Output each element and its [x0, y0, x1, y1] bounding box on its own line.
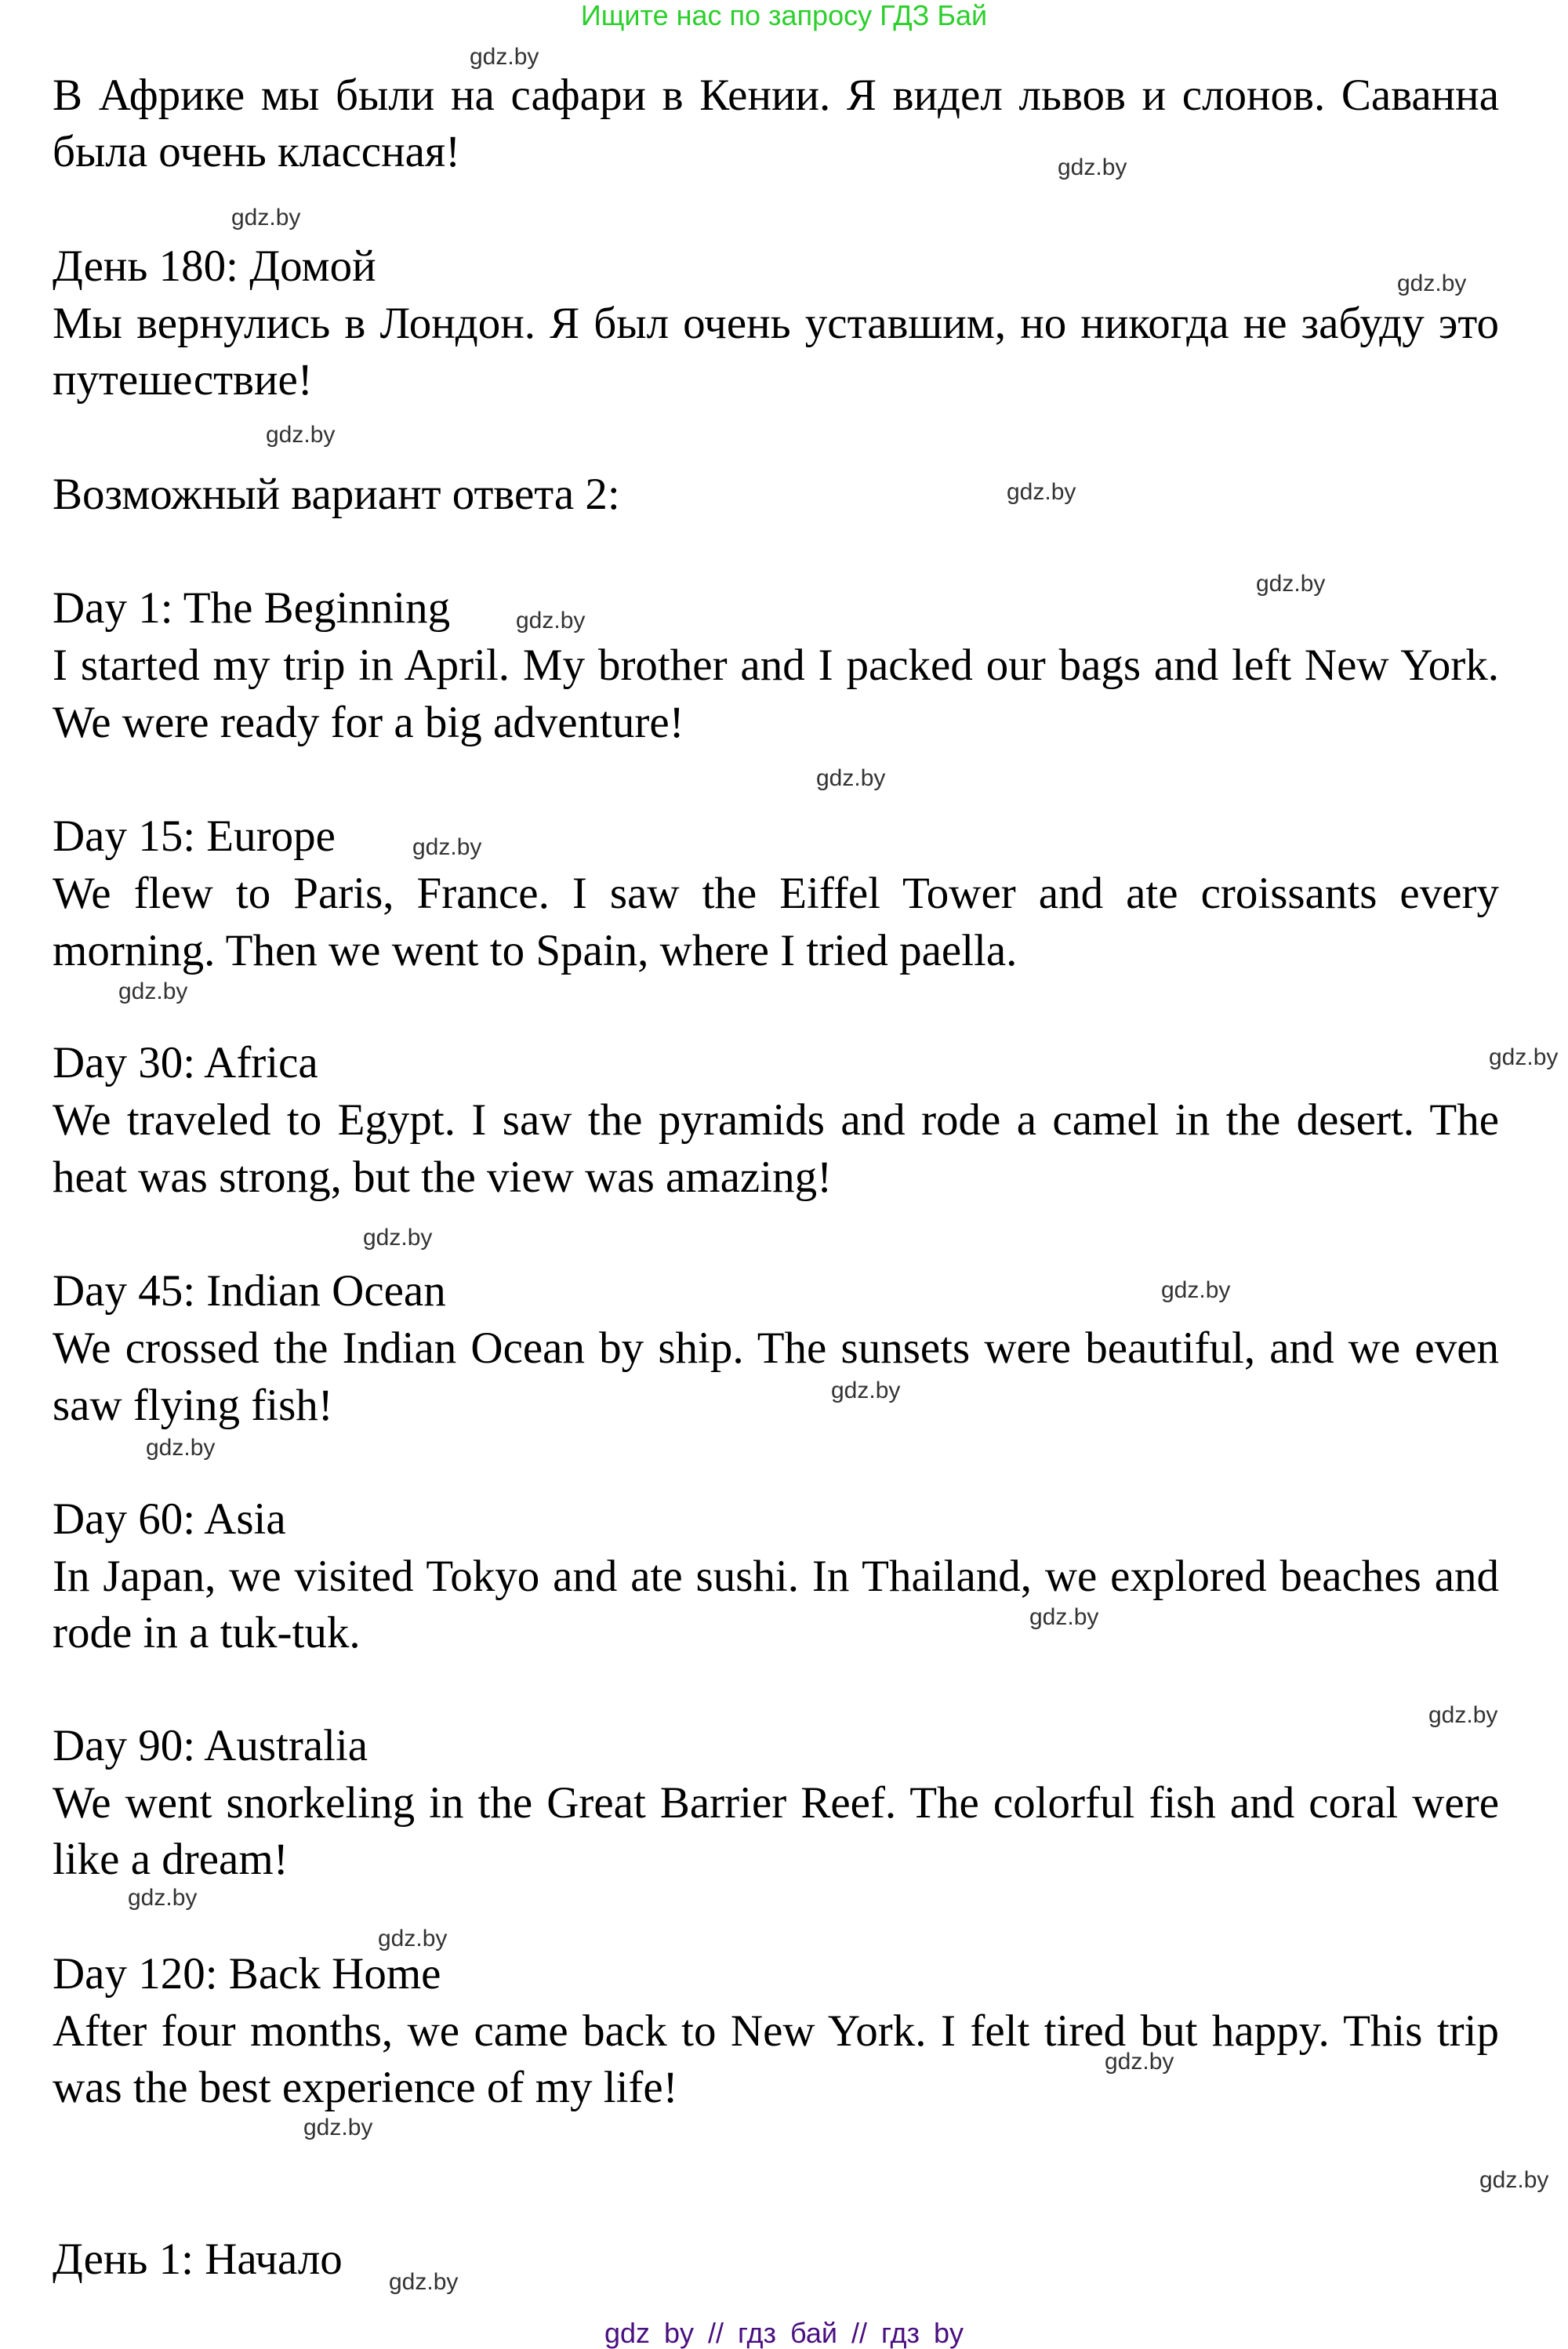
section-heading: Day 45: Indian Ocean: [53, 1266, 446, 1316]
watermark: gdz.by: [1479, 2167, 1549, 2193]
section-heading: Day 90: Australia: [53, 1721, 368, 1770]
watermark: gdz.by: [412, 834, 482, 860]
text-line: была очень классная!: [53, 127, 461, 176]
watermark: gdz.by: [1256, 571, 1326, 597]
watermark: gdz.by: [516, 608, 586, 634]
watermark: gdz.by: [1007, 479, 1076, 505]
section-heading: Day 15: Europe: [53, 811, 336, 861]
section-heading: Day 30: Africa: [53, 1038, 318, 1087]
text-line: In Japan, we visited Tokyo and ate sushi. In Thailand, we explored beaches and: [53, 1552, 1499, 1601]
section-heading: Day 60: Asia: [53, 1494, 286, 1544]
text-line: After four months, we came back to New York. I felt tired but happy. This trip: [53, 2006, 1499, 2056]
watermark: gdz.by: [118, 978, 188, 1004]
text-line: heat was strong, but the view was amazing!: [53, 1153, 833, 1202]
watermark: gdz.by: [1489, 1044, 1559, 1070]
text-line: rode in a tuk-tuk.: [53, 1608, 361, 1657]
section-heading: День 1: Начало: [53, 2235, 343, 2284]
watermark: gdz.by: [1397, 270, 1467, 296]
watermark: gdz.by: [378, 1926, 448, 1951]
watermark: gdz.by: [1029, 1604, 1099, 1630]
section-heading: Day 1: The Beginning: [53, 583, 451, 633]
section-heading: День 180: Домой: [53, 241, 376, 291]
text-line: We traveled to Egypt. I saw the pyramids and rode a camel in the desert. The: [53, 1095, 1499, 1145]
text-line: Мы вернулись в Лондон. Я был очень уставшим, но никогда не забуду это: [53, 299, 1499, 348]
text-line: morning. Then we went to Spain, where I tried paella.: [53, 926, 1018, 975]
text-line: Возможный вариант ответа 2:: [53, 470, 620, 519]
watermark: gdz.by: [303, 2115, 373, 2140]
watermark: gdz.by: [1428, 1702, 1498, 1728]
text-line: путешествие!: [53, 355, 313, 405]
text-line: We went snorkeling in the Great Barrier Reef. The colorful fish and coral were: [53, 1778, 1499, 1828]
text-line: saw flying fish!: [53, 1381, 333, 1430]
watermark: gdz.by: [1058, 154, 1127, 180]
section-heading: Day 120: Back Home: [53, 1949, 441, 1999]
text-line: We were ready for a big adventure!: [53, 698, 684, 747]
watermark: gdz.by: [389, 2269, 459, 2295]
text-line: В Африке мы были на сафари в Кении. Я видел львов и слонов. Саванна: [53, 71, 1499, 120]
watermark: gdz.by: [1105, 2049, 1174, 2075]
watermark: gdz.by: [146, 1435, 216, 1461]
footer-links[interactable]: gdz by // гдз бай // гдз by: [604, 2317, 964, 2349]
text-line: like a dream!: [53, 1835, 289, 1884]
watermark: gdz.by: [831, 1378, 901, 1403]
search-hint-banner: Ищите нас по запросу ГДЗ Бай: [580, 0, 988, 31]
watermark: gdz.by: [266, 422, 336, 448]
watermark: gdz.by: [470, 44, 539, 70]
watermark: gdz.by: [1161, 1277, 1231, 1303]
text-line: We crossed the Indian Ocean by ship. The sunsets were beautiful, and we even: [53, 1323, 1499, 1373]
watermark: gdz.by: [128, 1885, 198, 1911]
text-line: We flew to Paris, France. I saw the Eiffel Tower and ate croissants every: [53, 869, 1499, 918]
watermark: gdz.by: [231, 205, 301, 231]
watermark: gdz.by: [816, 765, 886, 791]
watermark: gdz.by: [363, 1225, 433, 1251]
text-line: I started my trip in April. My brother and I packed our bags and left New York.: [53, 641, 1499, 690]
text-line: was the best experience of my life!: [53, 2063, 678, 2112]
